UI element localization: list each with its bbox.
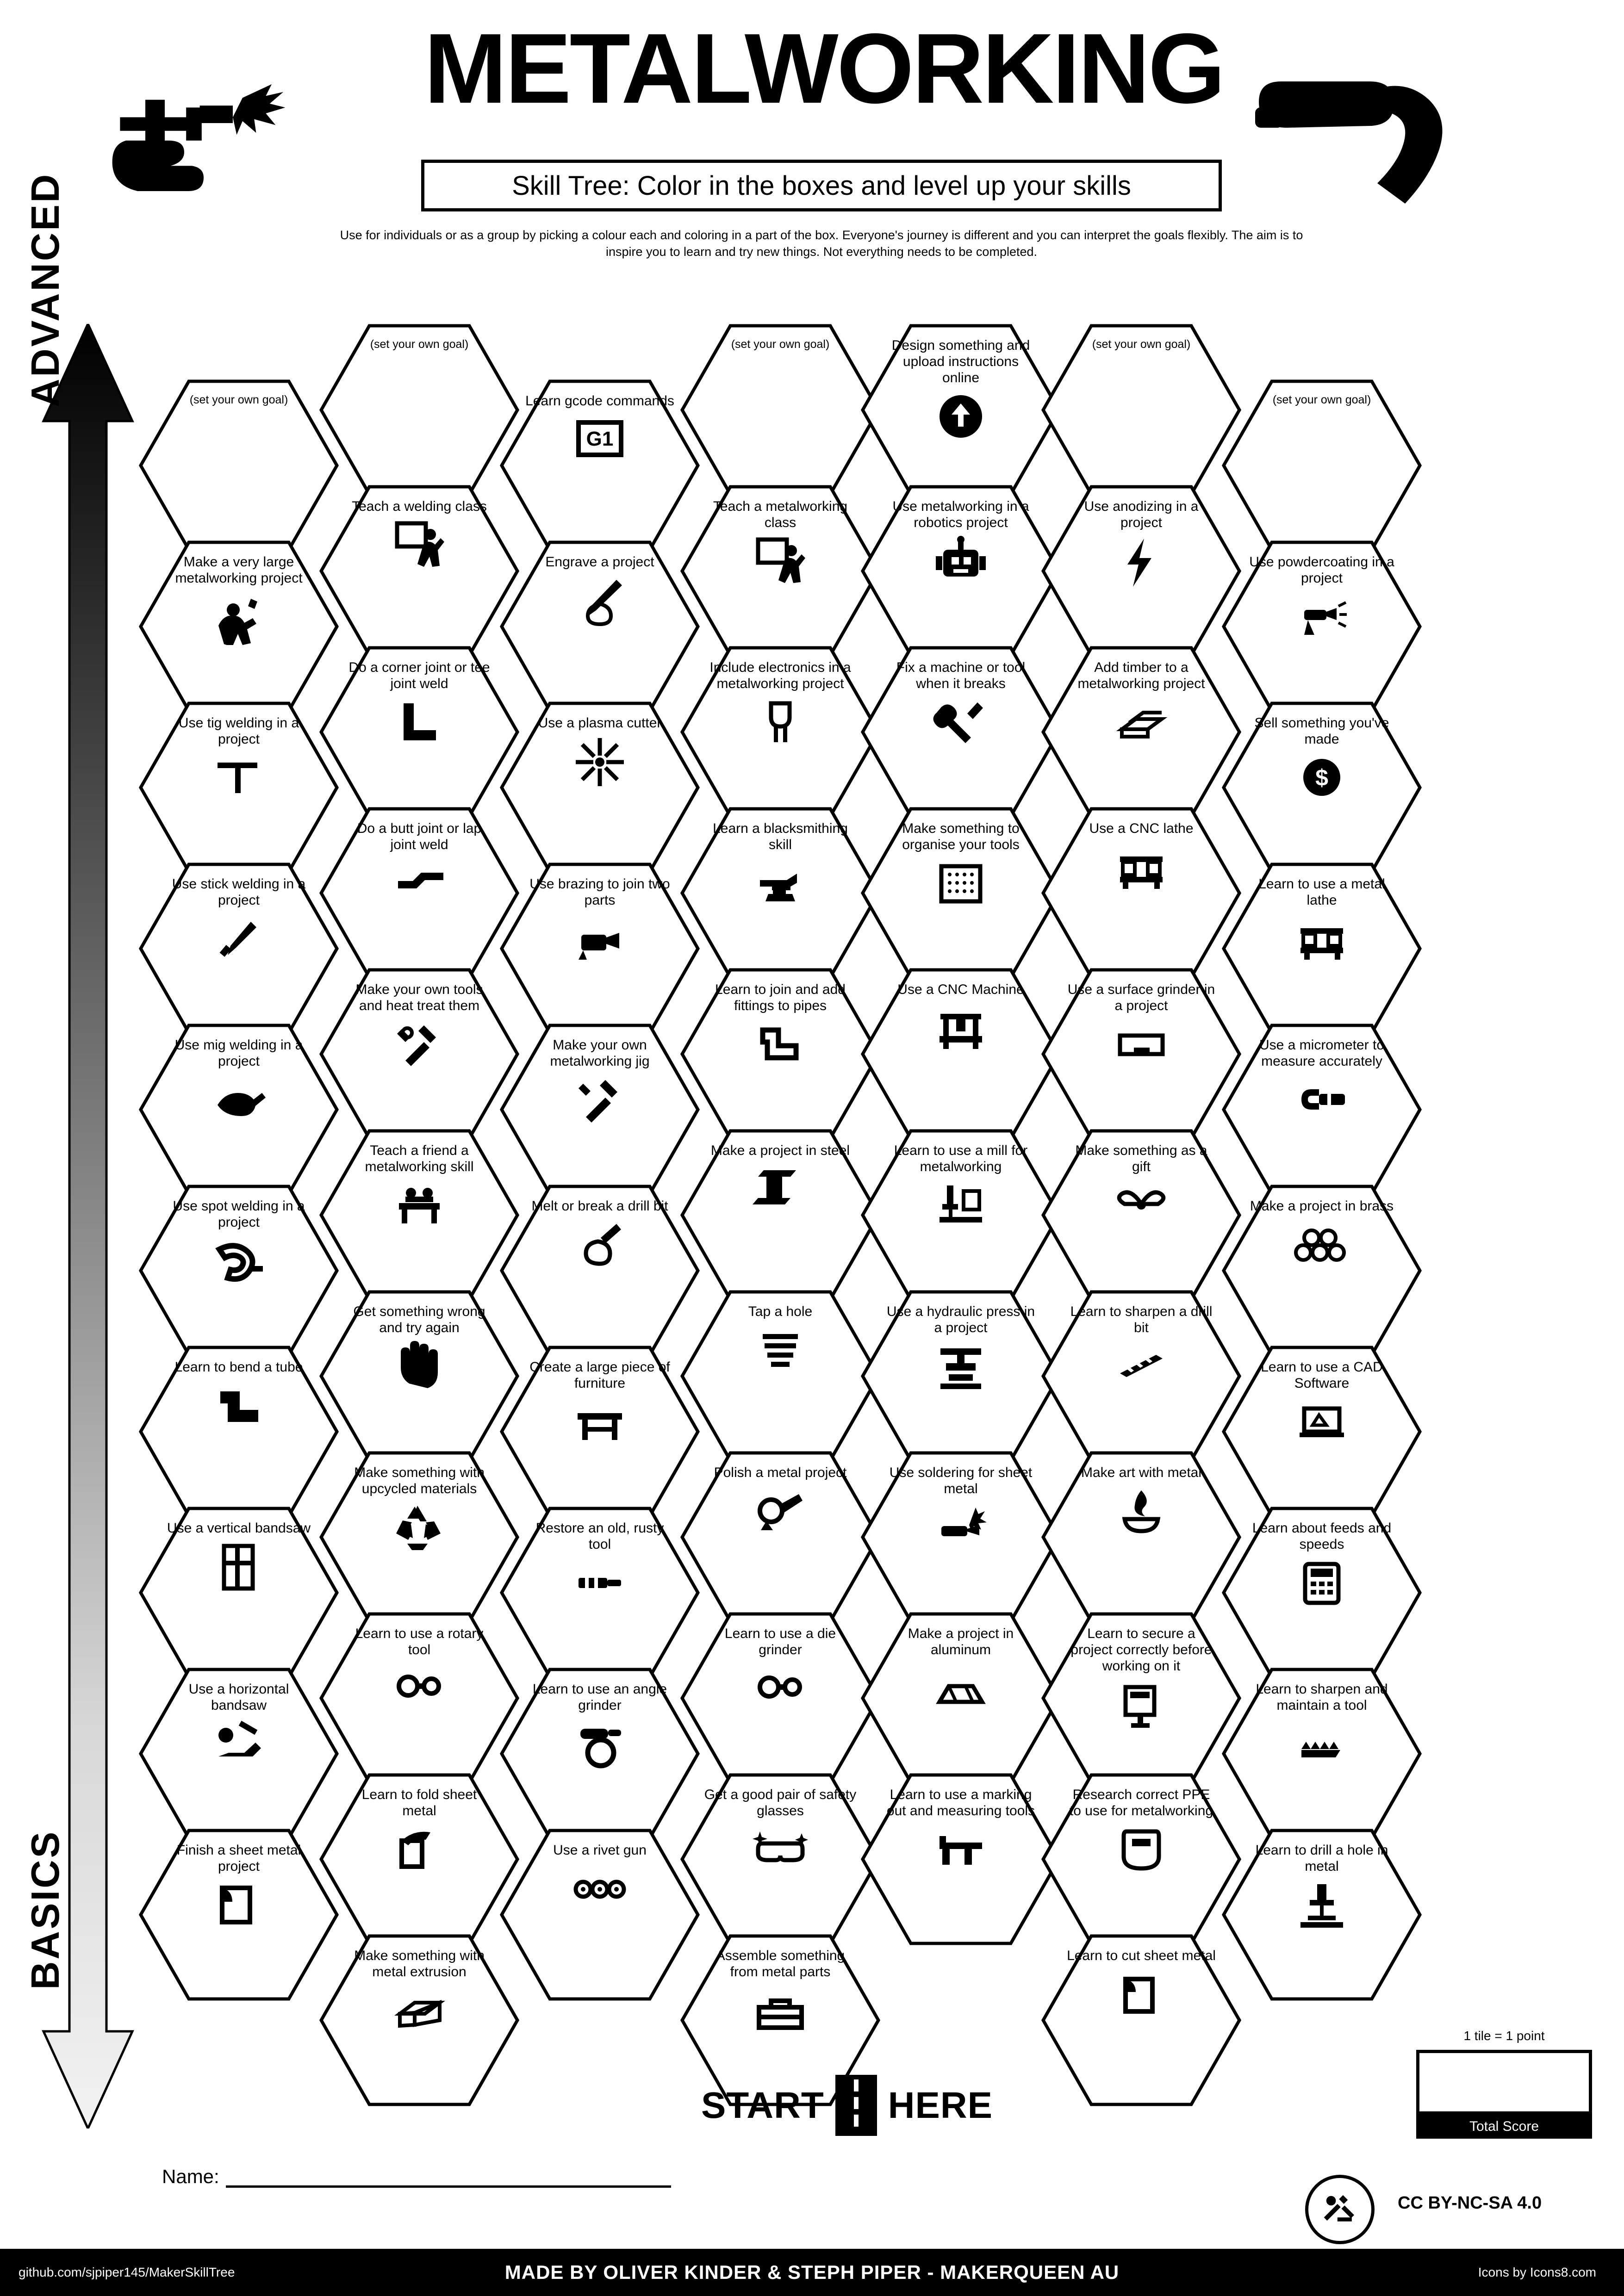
plasma-spark-icon <box>572 734 628 790</box>
skill-tile-label: Use powdercoating in a project <box>1249 554 1394 586</box>
skill-tile-label: Use a plasma cutter <box>538 715 662 731</box>
skill-tile-label: Melt or break a drill bit <box>531 1198 668 1214</box>
skill-tile-label: Make something as a gift <box>1075 1143 1207 1174</box>
metal-lathe-icon <box>1294 912 1350 967</box>
skill-tile[interactable] <box>861 1451 1061 1623</box>
skill-tile-label: Learn to use a rotary tool <box>355 1626 484 1657</box>
basics-axis-label: BASICS <box>24 1830 68 1990</box>
skill-tile[interactable] <box>319 1612 519 1784</box>
skill-tile[interactable] <box>680 1773 880 1945</box>
bent-tube-icon <box>211 1378 267 1434</box>
skill-tile-label: Learn to use a metal lathe <box>1258 876 1385 908</box>
saw-sharpen-icon <box>1294 1717 1350 1772</box>
tap-thread-icon <box>753 1323 808 1378</box>
gift-bow-icon <box>1114 1178 1169 1234</box>
skill-tile[interactable] <box>139 540 339 713</box>
skill-tile[interactable] <box>500 379 700 552</box>
drill-bit-icon <box>1114 1339 1169 1395</box>
skill-tile[interactable] <box>319 968 519 1140</box>
skill-tile-label: Get something wrong and try again <box>353 1304 485 1335</box>
skill-tile[interactable] <box>139 1024 339 1196</box>
name-label: Name: <box>162 2166 219 2187</box>
skill-tile[interactable] <box>500 1507 700 1679</box>
skill-tile-label: Teach a friend a metalworking skill <box>365 1143 474 1174</box>
pegboard-icon <box>933 856 989 912</box>
led-icon <box>753 695 808 751</box>
skill-tile-label: (set your own goal) <box>1092 338 1191 351</box>
clamp-icon <box>1114 1677 1169 1732</box>
surface-grinder-icon <box>1114 1017 1169 1073</box>
skill-tile[interactable] <box>139 1668 339 1840</box>
soldering-iron-icon <box>933 1500 989 1556</box>
skill-tile[interactable] <box>500 1346 700 1518</box>
skill-tile-label: Use tig welding in a project <box>178 715 299 747</box>
skill-tile-label: Learn to drill a hole in metal <box>1255 1843 1388 1874</box>
skill-tile[interactable] <box>1222 1668 1422 1840</box>
pipe-fitting-icon <box>753 1017 808 1073</box>
name-input[interactable] <box>226 2166 671 2188</box>
skill-tile[interactable] <box>680 1612 880 1784</box>
skill-tile[interactable] <box>500 701 700 874</box>
skill-tile-label: Make a very large metalworking project <box>175 554 303 586</box>
skill-tile[interactable] <box>139 1185 339 1357</box>
recycle-icon <box>392 1500 447 1556</box>
skill-tile[interactable] <box>319 1451 519 1623</box>
skill-tile[interactable] <box>1222 1185 1422 1357</box>
skill-tile[interactable] <box>1222 379 1422 552</box>
skill-tile-label: Learn about feeds and speeds <box>1252 1520 1392 1552</box>
welder-person-icon <box>211 590 267 645</box>
spot-welder-icon <box>211 1234 267 1289</box>
skill-tile[interactable] <box>319 646 519 818</box>
cnc-machine-icon <box>933 1001 989 1056</box>
skill-tile[interactable] <box>680 1451 880 1623</box>
tools-circle-badge-icon <box>1305 2175 1375 2244</box>
skill-tile-label: Make something with upcycled materials <box>354 1465 485 1496</box>
hydraulic-press-icon <box>933 1339 989 1395</box>
caliper-icon <box>933 1822 989 1878</box>
skill-tile[interactable] <box>1222 1024 1422 1196</box>
skill-tile[interactable] <box>1041 1290 1241 1462</box>
footer-icon-credit: Icons by Icons8.com <box>1478 2265 1596 2279</box>
skill-tile[interactable] <box>1222 1507 1422 1679</box>
skill-tile-label: Use a micrometer to measure accurately <box>1259 1037 1385 1069</box>
cad-laptop-icon <box>1294 1395 1350 1450</box>
skill-tile-label: (set your own goal) <box>189 393 288 406</box>
skill-tile-label: Use brazing to join two parts <box>529 876 670 908</box>
skill-tile[interactable] <box>1041 324 1241 496</box>
tig-torch-icon <box>211 751 267 806</box>
skill-tile-label: Make art with metal <box>1081 1465 1202 1480</box>
gcode-g1-icon <box>572 412 628 468</box>
upload-icon <box>933 389 989 444</box>
skill-tile[interactable] <box>500 1668 700 1840</box>
skill-tile-label: Use a CNC lathe <box>1089 821 1194 836</box>
teacher-board-icon <box>753 534 808 590</box>
mig-gun-icon <box>211 1073 267 1128</box>
polisher-icon <box>753 1484 808 1539</box>
skill-tile[interactable] <box>139 1829 339 2001</box>
skill-tile[interactable] <box>680 1290 880 1462</box>
skill-tile-label: Learn to use a marking out and measuring tools <box>886 1787 1035 1818</box>
skill-tile-label: Learn to use a mill for metalworking <box>894 1143 1028 1174</box>
skill-tile-label: Make your own tools and heat treat them <box>355 982 483 1013</box>
start-word: START <box>701 2085 824 2126</box>
skill-tile-label: Add timber to a metalworking project <box>1077 660 1205 691</box>
total-score-box[interactable] <box>1416 2029 1592 2138</box>
skill-tile[interactable] <box>1222 701 1422 874</box>
skill-tile[interactable] <box>319 324 519 496</box>
skill-tile[interactable] <box>1222 1829 1422 2001</box>
skill-tile[interactable] <box>500 540 700 713</box>
subtitle-text: Skill Tree: Color in the boxes and level up your skills <box>512 170 1131 201</box>
skill-tile[interactable] <box>1041 485 1241 657</box>
skill-tile-label: Use metalworking in a robotics project <box>892 499 1029 530</box>
skill-tile[interactable] <box>861 646 1061 818</box>
skill-tile-label: Restore an old, rusty tool <box>535 1520 664 1552</box>
skill-tile-label: Make a project in brass <box>1250 1198 1394 1214</box>
intro-blurb: Use for individuals or as a group by picking a colour each and coloring in a part of the box. Everyone's journey is different and you can interpret the goals flexibly. The aim is to inspire you to learn and try new things. Not everything needs to be completed. <box>340 228 1303 259</box>
robot-icon <box>933 534 989 590</box>
skill-tile-label: Assemble something from metal parts <box>716 1948 845 1980</box>
money-coin-icon <box>1294 751 1350 806</box>
drill-press-icon <box>1294 1878 1350 1933</box>
powder-gun-icon <box>1294 590 1350 645</box>
safety-glasses-icon <box>753 1822 808 1878</box>
metal-art-icon <box>1114 1484 1169 1539</box>
skill-tile-label: Learn to secure a project correctly before working on it <box>1070 1626 1212 1674</box>
skill-tile-label: Make a project in steel <box>710 1143 850 1158</box>
skill-tile[interactable] <box>139 701 339 874</box>
skill-tile-label: Learn gcode commands <box>525 393 674 409</box>
horizontal-bandsaw-icon <box>211 1717 267 1772</box>
here-word: HERE <box>888 2085 993 2126</box>
i-beam-icon <box>753 1162 808 1217</box>
score-input[interactable] <box>1416 2050 1592 2115</box>
skill-tile-label: Make a project in aluminum <box>908 1626 1014 1657</box>
skill-tile[interactable] <box>680 807 880 979</box>
skill-tile-label: Learn to use a CAD Software <box>1261 1359 1383 1391</box>
skill-tile-label: Tap a hole <box>748 1304 813 1319</box>
skill-tile-label: Learn to sharpen a drill bit <box>1070 1304 1213 1335</box>
skill-tile[interactable] <box>1041 1451 1241 1623</box>
brazing-torch-icon <box>572 912 628 967</box>
rusty-file-icon <box>572 1556 628 1611</box>
extrusion-icon <box>392 1983 447 2039</box>
rotary-tool-icon <box>392 1661 447 1717</box>
wrench-screwdriver-icon <box>933 695 989 751</box>
lap-joint-icon <box>392 856 447 912</box>
skill-tile[interactable] <box>1041 1612 1241 1784</box>
skill-tile-label: Use a CNC Machine <box>897 982 1024 997</box>
skill-tile-label: Learn to bend a tube <box>174 1359 303 1375</box>
skill-tile-label: (set your own goal) <box>1272 393 1371 406</box>
skill-tile[interactable] <box>861 485 1061 657</box>
skill-tile[interactable] <box>1222 863 1422 1035</box>
license-text: CC BY-NC-SA 4.0 <box>1398 2193 1542 2213</box>
skill-tile[interactable] <box>500 1024 700 1196</box>
svg-text:G1: G1 <box>586 427 614 450</box>
score-label: Total Score <box>1416 2115 1592 2139</box>
skill-tile-label: Use a vertical bandsaw <box>167 1520 311 1536</box>
skill-tile-label: Make something to organise your tools <box>902 821 1020 852</box>
skill-tile-label: Research correct PPE to use for metalworking <box>1069 1787 1213 1818</box>
skill-tile-label: Design something and upload instructions online <box>891 338 1030 385</box>
skill-tile[interactable] <box>1041 1934 1241 2106</box>
tools-gear-icon <box>392 1017 447 1073</box>
footer-link[interactable]: github.com/sjpiper145/MakerSkillTree <box>19 2265 235 2279</box>
skill-tile[interactable] <box>500 863 700 1035</box>
start-here-marker <box>662 2073 1032 2138</box>
angle-grinder-icon <box>572 1717 628 1772</box>
skill-tile-label: Sell something you've made <box>1254 715 1389 747</box>
engraving-pen-icon <box>572 573 628 629</box>
skill-tile[interactable] <box>861 1612 1061 1784</box>
teacher-board-icon <box>392 518 447 573</box>
skill-tile[interactable] <box>500 1829 700 2001</box>
skill-tile[interactable] <box>680 1129 880 1301</box>
skill-tile-label: Learn to use a die grinder <box>724 1626 836 1657</box>
skill-tile-label: Finish a sheet metal project <box>176 1843 301 1874</box>
skill-tile[interactable] <box>1041 968 1241 1140</box>
skill-tile-label: Make something with metal extrusion <box>354 1948 485 1980</box>
skill-tile[interactable] <box>1222 540 1422 713</box>
skill-tile-label: Get a good pair of safety glasses <box>704 1787 857 1818</box>
skill-tile-label: Include electronics in a metalworking project <box>709 660 851 691</box>
skill-tile-label: Do a butt joint or lap joint weld <box>357 821 482 852</box>
skill-tile-label: Learn a blacksmithing skill <box>713 821 848 852</box>
skill-tile[interactable] <box>861 968 1061 1140</box>
skill-tile-label: Fix a machine or tool when it breaks <box>896 660 1026 691</box>
hand-stop-icon <box>392 1339 447 1395</box>
skill-tile[interactable] <box>861 1129 1061 1301</box>
skill-tile-label: Use mig welding in a project <box>174 1037 303 1069</box>
skill-tile-label: Learn to join and add fittings to pipes <box>715 982 846 1013</box>
skill-tile[interactable] <box>1041 1129 1241 1301</box>
hand-drillbit-icon <box>572 1217 628 1273</box>
skill-tile[interactable] <box>680 968 880 1140</box>
skill-tile[interactable] <box>319 1773 519 1945</box>
skill-tile-label: (set your own goal) <box>731 338 830 351</box>
skill-tile-label: Polish a metal project <box>714 1465 847 1480</box>
skill-tile[interactable] <box>139 1507 339 1679</box>
footer-credit: MADE BY OLIVER KINDER & STEPH PIPER - MAKERQUEEN AU <box>504 2261 1120 2283</box>
skill-tile-label: Teach a metalworking class <box>713 499 848 530</box>
skill-tile-label: Make your own metalworking jig <box>550 1037 650 1069</box>
skill-tile[interactable] <box>861 807 1061 979</box>
advanced-axis-label: ADVANCED <box>24 172 68 407</box>
skill-tile[interactable] <box>500 1185 700 1357</box>
vertical-bandsaw-icon <box>211 1539 267 1595</box>
skill-tile[interactable] <box>319 485 519 657</box>
brass-rods-icon <box>1294 1217 1350 1273</box>
cnc-lathe-icon <box>1114 840 1169 895</box>
rivets-icon <box>572 1862 628 1917</box>
skill-tile[interactable] <box>861 324 1061 496</box>
skill-tile[interactable] <box>1041 1773 1241 1945</box>
skill-tile-label: Use soldering for sheet metal <box>889 1465 1033 1496</box>
page-title: METALWORKING <box>424 12 1224 124</box>
sheet-metal-icon <box>211 1878 267 1933</box>
sheet-cut-icon <box>1114 1967 1169 2023</box>
anvil-icon <box>753 856 808 912</box>
skill-tile[interactable] <box>319 1290 519 1462</box>
timber-planks-icon <box>1114 695 1169 751</box>
skill-tile-label: Use spot welding in a project <box>173 1198 305 1230</box>
skill-tile-label: Engrave a project <box>545 554 654 570</box>
page-footer <box>0 2249 1624 2296</box>
road-icon <box>835 2075 877 2136</box>
skill-tile[interactable] <box>680 485 880 657</box>
skill-tile[interactable] <box>139 1346 339 1518</box>
skill-tile-label: Teach a welding class <box>352 499 487 514</box>
name-field[interactable] <box>162 2166 671 2188</box>
workbench-teach-icon <box>392 1178 447 1234</box>
skill-tile[interactable] <box>139 379 339 552</box>
skill-tile[interactable] <box>139 863 339 1035</box>
toolbox-icon <box>753 1983 808 2039</box>
jig-tools-icon <box>572 1073 628 1128</box>
skill-tile-label: Use a rivet gun <box>553 1843 647 1858</box>
skill-tile[interactable] <box>319 1934 519 2106</box>
skill-tile[interactable] <box>680 324 880 496</box>
skill-tile-label: Do a corner joint or tee joint weld <box>348 660 490 691</box>
skill-tile-label: Use stick welding in a project <box>172 876 306 908</box>
skill-tile-label: (set your own goal) <box>370 338 469 351</box>
furniture-bench-icon <box>572 1395 628 1450</box>
skill-tile-label: Create a large piece of furniture <box>529 1359 670 1391</box>
skill-tile-label: Use a horizontal bandsaw <box>188 1682 289 1713</box>
stick-electrode-icon <box>211 912 267 967</box>
folded-sheet-icon <box>392 1822 447 1878</box>
welding-mask-icon <box>1114 1822 1169 1878</box>
skill-tile[interactable] <box>319 807 519 979</box>
skill-tile-label: Learn to cut sheet metal <box>1067 1948 1216 1963</box>
skill-tile[interactable] <box>861 1773 1061 1945</box>
skill-tile[interactable] <box>319 1129 519 1301</box>
tile-point-note: 1 tile = 1 point <box>1463 2029 1545 2043</box>
lightning-bolt-icon <box>1114 534 1169 590</box>
skill-tile[interactable] <box>1222 1346 1422 1518</box>
skill-tile-label: Learn to use an angle grinder <box>532 1682 667 1713</box>
skill-tile-label: Learn to sharpen and maintain a tool <box>1256 1682 1388 1713</box>
skill-tile[interactable] <box>1041 646 1241 818</box>
skill-tile-label: Learn to fold sheet metal <box>361 1787 477 1818</box>
aluminium-ingot-icon <box>933 1661 989 1717</box>
skill-tile-label: Use a surface grinder in a project <box>1067 982 1215 1013</box>
corner-joint-icon <box>392 695 447 751</box>
die-grinder-icon <box>753 1661 808 1717</box>
skill-tile[interactable] <box>861 1290 1061 1462</box>
calculator-icon <box>1294 1556 1350 1611</box>
mill-icon <box>933 1178 989 1234</box>
svg-text:$: $ <box>1315 764 1328 791</box>
micrometer-icon <box>1294 1073 1350 1128</box>
skill-tile[interactable] <box>680 646 880 818</box>
skill-tile-label: Use anodizing in a project <box>1084 499 1199 530</box>
skill-tile-label: Use a hydraulic press in a project <box>886 1304 1035 1335</box>
skill-tile[interactable] <box>1041 807 1241 979</box>
